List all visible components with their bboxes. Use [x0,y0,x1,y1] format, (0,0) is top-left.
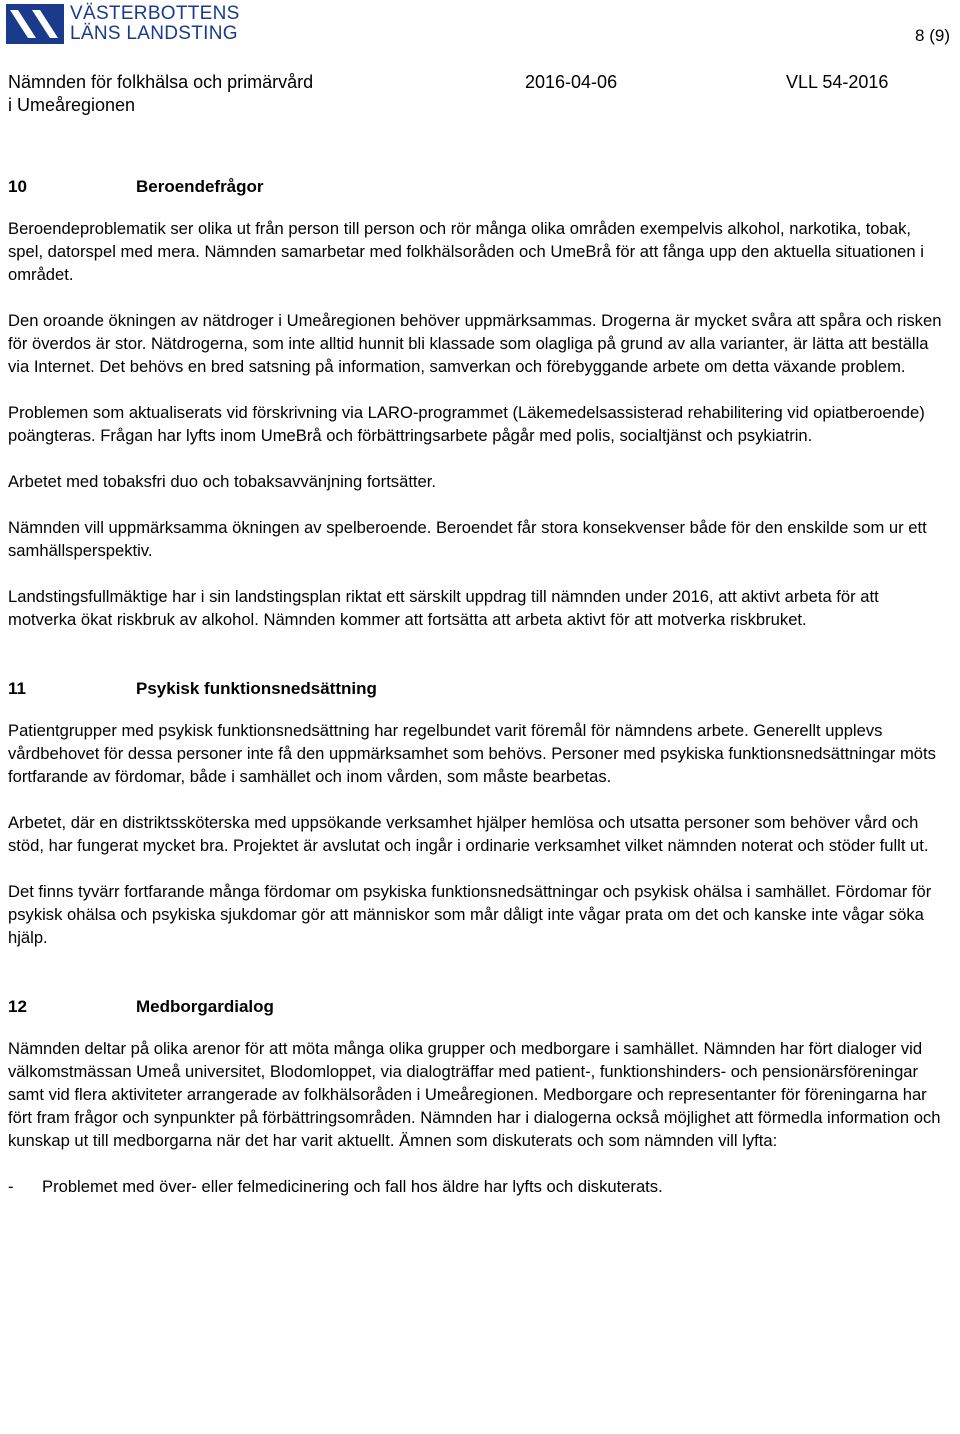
paragraph: Den oroande ökningen av nätdroger i Umeåregionen behöver uppmärksammas. Drogerna är mycket svåra att spåra och risken för överdos är stor. Nätdrogerna, som inte alltid hunnit bli klassade som olagliga på grund av alla varianter, är lätta att beställa via Internet. Det behövs en bred satsning på information, samverkan och förebyggande arbete om detta växande problem. [8,311,942,376]
org-name-line1: VÄSTERBOTTENS [70,3,240,24]
committee-name-line2: i Umeåregionen [8,95,136,115]
committee-name [8,71,313,117]
paragraph: Patientgrupper med psykisk funktionsnedsättning har regelbundet varit föremål för nämndens arbete. Generellt upplevs vårdbehovet för dessa personer inte få den uppmärksamhet som behövs. Personer med psykiska funktionsnedsättningar möts fortfarande av fördomar, både i samhället och inom vården, som måste bearbetas. [8,721,936,786]
paragraph: Problemen som aktualiserats vid förskrivning via LARO-programmet (Läkemedelsassisterad rehabilitering vid opiatberoende) poängteras. Frågan har lyfts inom UmeBrå och förbättringsarbete pågår med polis, socialtjänst och psykiatrin. [8,403,925,445]
section-heading [8,175,948,198]
section-number: 10 [8,177,27,196]
org-name-line2: LÄNS LANDSTING [70,23,238,44]
section-title: Medborgardialog [136,997,274,1016]
organization-logo [6,4,240,44]
paragraph: Landstingsfullmäktige har i sin landstingsplan riktat ett särskilt uppdrag till nämnden under 2016, att aktivt arbeta för att motverka ökat riskbruk av alkohol. Nämnden kommer att fortsätta att arbeta aktivt för att motverka riskbruket. [8,587,879,629]
paragraph: Arbetet med tobaksfri duo och tobaksavvänjning fortsätter. [8,472,436,491]
section-title: Psykisk funktionsnedsättning [136,679,377,698]
list-item [8,1175,948,1198]
paragraph: Arbetet, där en distriktssköterska med uppsökande verksamhet hjälper hemlösa och utsatta personer som behöver vård och stöd, har fungerat mycket bra. Projektet är avslutat och ingår i ordinarie verksamhet vilket nämnden noterat och stöder fullt ut. [8,813,929,855]
section-heading [8,995,948,1018]
committee-name-line1: Nämnden för folkhälsa och primärvård [8,72,314,92]
section-number: 11 [8,679,26,698]
organization-name [70,4,240,44]
list-item-text: Problemet med över- eller felmedicinering och fall hos äldre har lyfts och diskuterats. [42,1177,663,1196]
section-heading [8,677,948,700]
document-date: 2016-04-06 [525,72,618,92]
paragraph: Beroendeproblematik ser olika ut från person till person och rör många olika områden exempelvis alkohol, narkotika, tobak, spel, datorspel med mera. Nämnden samarbetar med folkhälsoråden och UmeBrå för att fånga upp den aktuella situationen i området. [8,219,924,284]
paragraph: Nämnden vill uppmärksamma ökningen av spelberoende. Beroendet får stora konsekvenser både för den enskilde som ur ett samhällsperspektiv. [8,518,927,560]
list-marker: - [8,1177,14,1196]
section-number: 12 [8,997,27,1016]
paragraph: Det finns tyvärr fortfarande många fördomar om psykiska funktionsnedsättningar och psykisk ohälsa i samhället. Fördomar för psykisk ohälsa och psykiska sjukdomar gör att människor som mår dåligt inte vågar prata om det och kanske inte vågar söka hjälp. [8,882,932,947]
section-spacer [8,654,948,677]
document-reference: VLL 54-2016 [786,72,889,92]
section-spacer [8,972,948,995]
section-title: Beroendefrågor [136,177,264,196]
document-body [8,175,948,1198]
logo-mark-icon [6,4,64,44]
paragraph: Nämnden deltar på olika arenor för att möta många olika grupper och medborgare i samhället. Nämnden har fört dialoger vid välkomstmässan Umeå universitet, Blodomloppet, via dialogträffar med patient-, funktionshinders- och pensionärsföreningar samt vid flera aktiviteter arrangerade av folkhälsoråden i Umeåregionen. Medborgare och representanter för föreningarna har fört fram frågor och synpunkter på förbättringsområden. Nämnden har i dialogerna också möjlighet att förmedla information och kunskap ut till medborgarna när det har varit aktuellt. Ämnen som diskuterats och som nämnden vill lyfta: [8,1039,941,1150]
page-number: 8 (9) [915,26,950,45]
